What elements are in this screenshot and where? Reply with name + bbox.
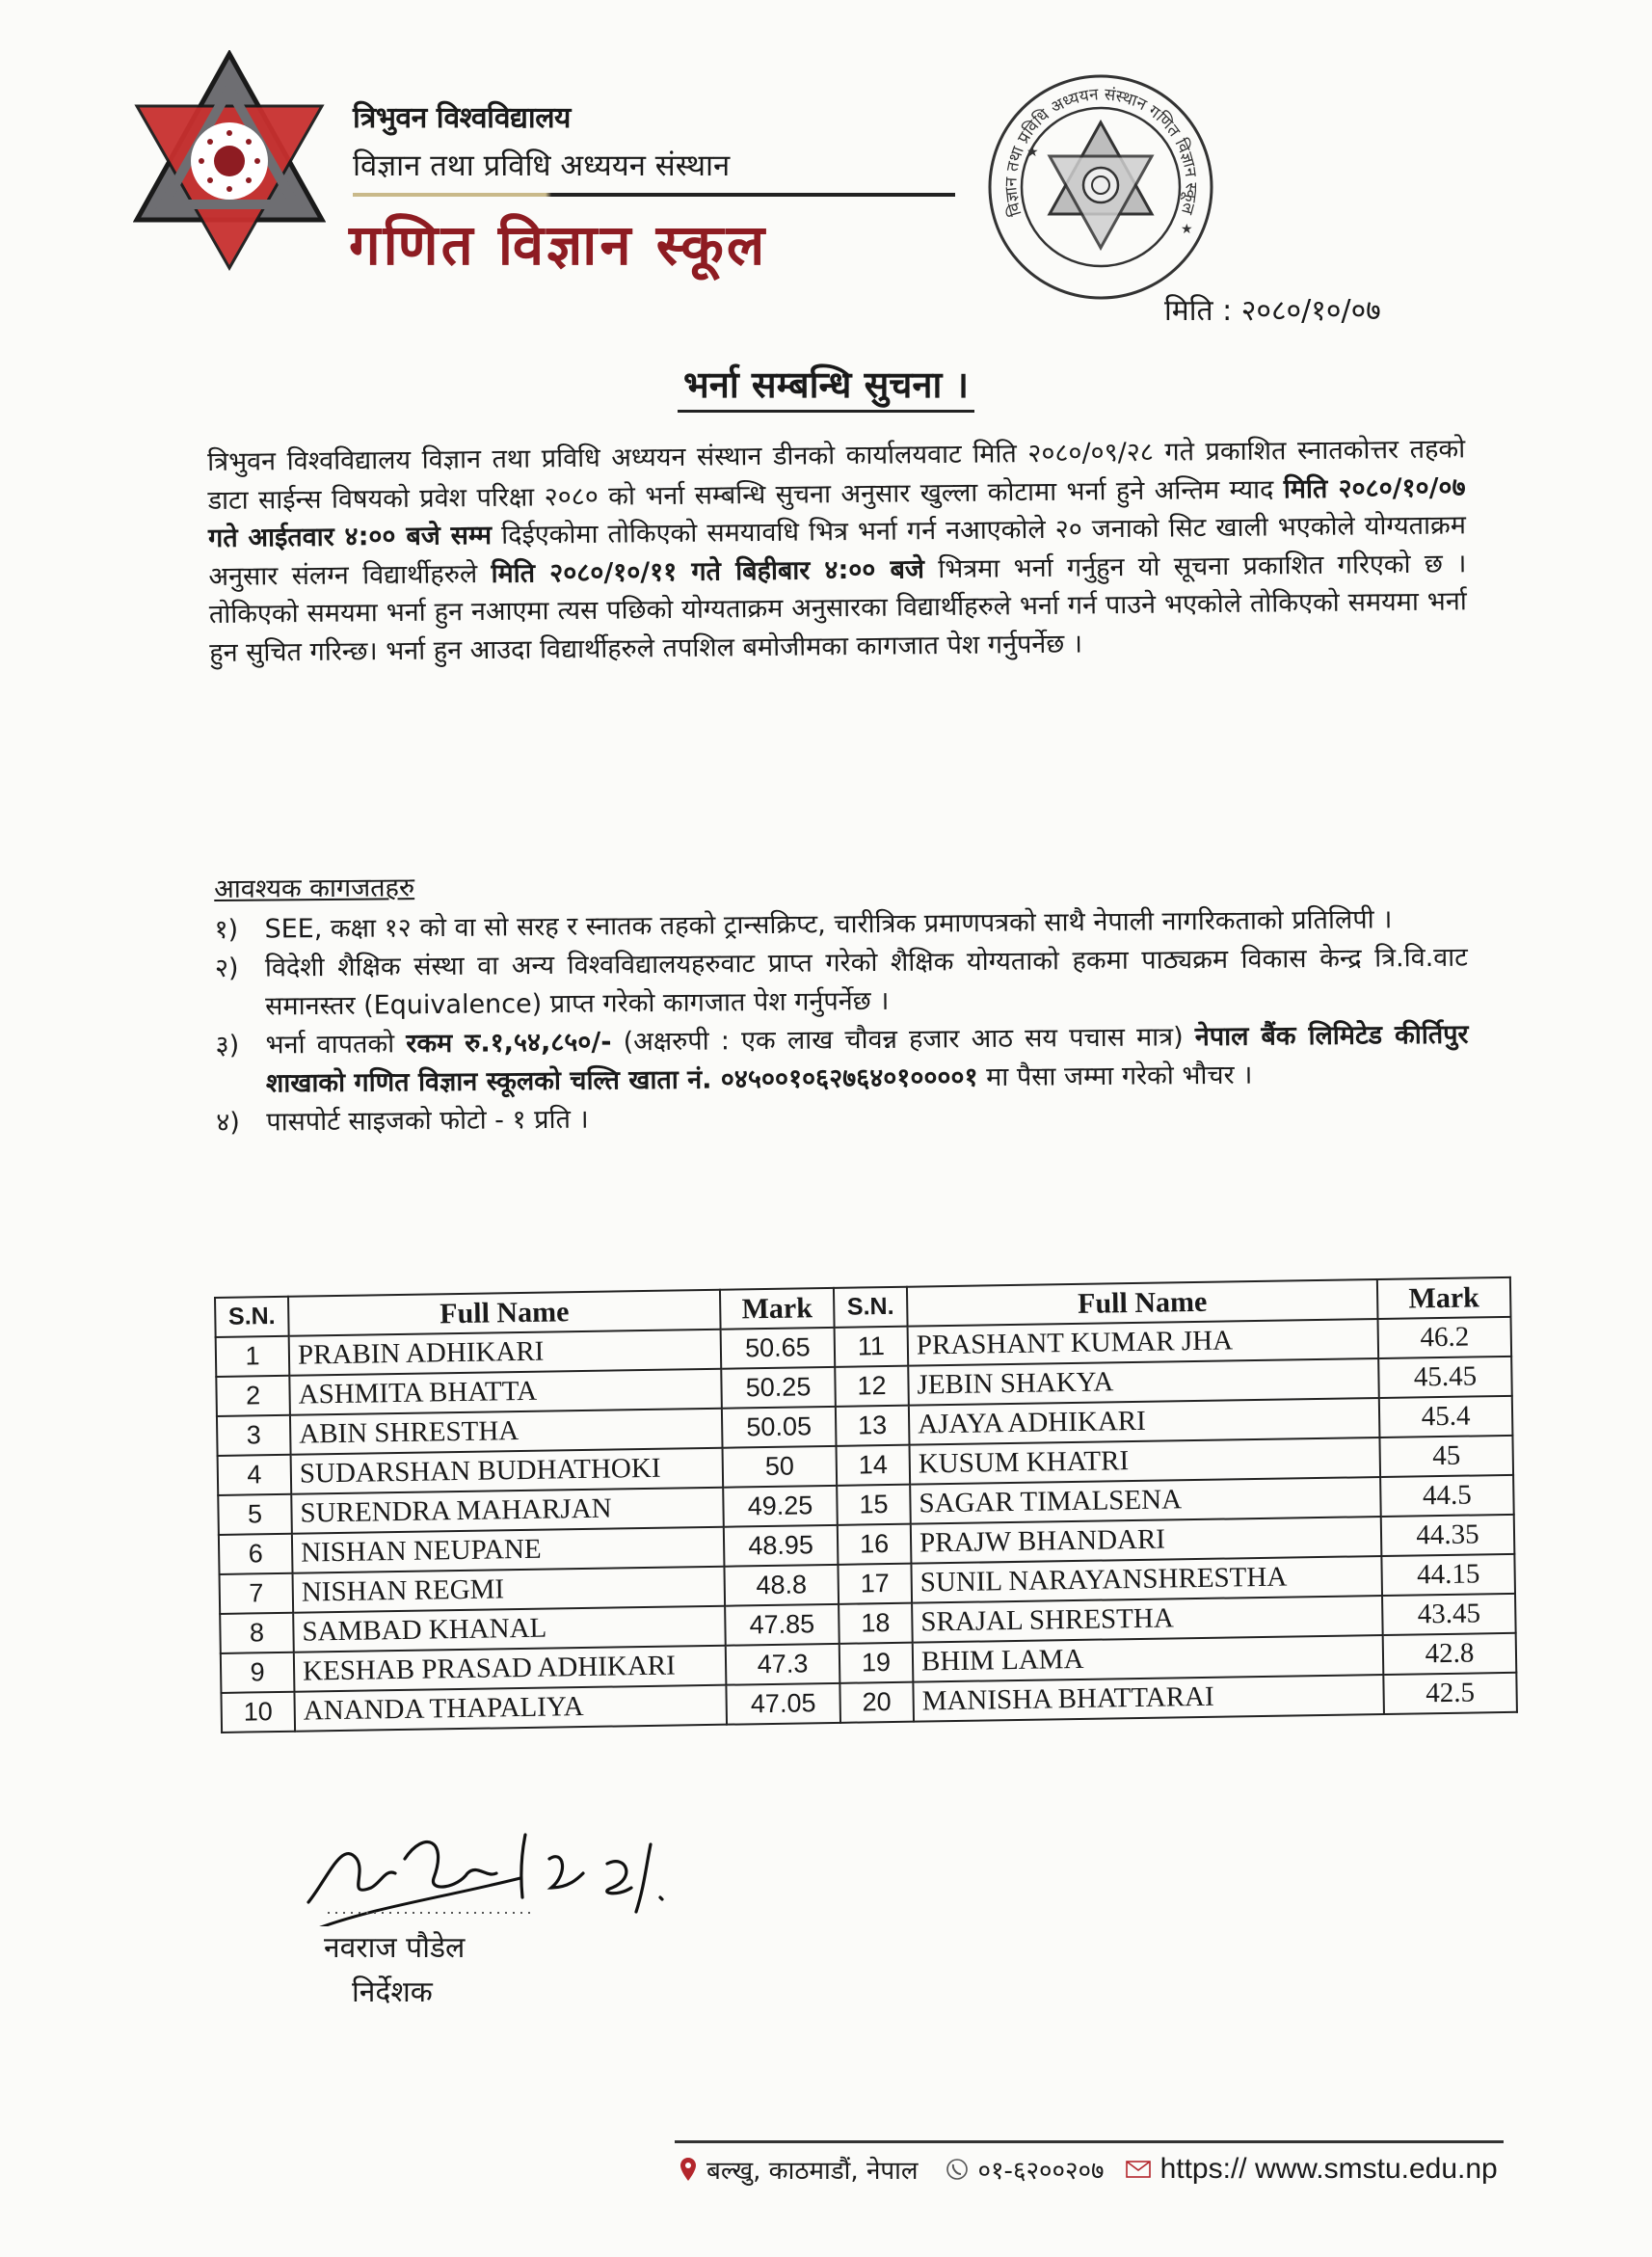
cell-full-name: ANANDA THAPALIYA: [294, 1685, 727, 1732]
item-number: ३): [215, 1030, 240, 1061]
cell-full-name: KUSUM KHATRI: [910, 1437, 1381, 1485]
signatory-role: निर्देशक: [352, 1975, 433, 2009]
cell-sn: 10: [221, 1692, 295, 1733]
fee-amount: रकम रु.१,५४,८५०/-: [406, 1027, 612, 1060]
header-mark: Mark: [720, 1288, 835, 1330]
paragraph-text-3: भित्रमा भर्ना गर्नुहुन यो सूचना प्रकाशित गरिएको छ । तोकिएको समयमा भर्ना हुन नआएमा त्यस पछिको योग्यताक्रम अनुसारका विद्यार्थीहरुले भर्ना गर्न पाउने भएकोले तोकिएको समयमा भर्ना हुन सुचित गरिन्छ। भर्ना हुन आउदा विद्यार्थीहरुले तपशिल बमोजीमका कागजात पेश गर्नुपर्नेछ ।: [208, 548, 1467, 668]
bank-account: नेपाल बैंक लिमिटेड कीर्तिपुर शाखाको गणित विज्ञान स्कूलको चल्ति खाता नं. ०४५००१०६२७६४०१००००१: [265, 1019, 1469, 1099]
cell-full-name: SAMBAD KHANAL: [293, 1606, 726, 1652]
svg-text:★: ★: [1181, 222, 1193, 237]
school-name: गणित विज्ञान स्कूल: [349, 212, 768, 278]
cell-mark: 43.45: [1382, 1594, 1516, 1635]
cell-mark: 50: [723, 1446, 838, 1488]
cell-full-name: SUDARSHAN BUDHATHOKI: [291, 1448, 724, 1494]
location-pin-icon: [679, 2157, 697, 2182]
item-number: २): [214, 953, 239, 983]
footer-phone: ०१-६२००२०७: [977, 2157, 1105, 2186]
cell-sn: 15: [837, 1485, 911, 1525]
cell-full-name: SRAJAL SHRESTHA: [912, 1596, 1383, 1643]
cell-sn: 18: [839, 1603, 913, 1644]
institute-name: विज्ञान तथा प्रविधि अध्ययन संस्थान: [353, 148, 731, 183]
footer-website-link[interactable]: https:// www.smstu.edu.np: [1159, 2153, 1498, 2185]
merit-list-table: [214, 1276, 1518, 1733]
document-item: [215, 939, 1469, 1027]
item-text: [265, 1016, 1469, 1104]
signatory-name: नवराज पौडेल: [324, 1931, 466, 1965]
cell-sn: 14: [837, 1445, 911, 1486]
cell-mark: 50.25: [721, 1367, 836, 1409]
footer-address: बल्खु, काठमाडौं, नेपाल: [706, 2157, 919, 2186]
cell-mark: 47.85: [725, 1604, 839, 1646]
deadline-bold: मिति २०८०/१०/०७ गते आईतवार ४:०० बजे सम्म: [207, 471, 1466, 553]
item-text: पासपोर्ट साइजको फोटो - १ प्रति ।: [266, 1104, 589, 1138]
header-sn: S.N.: [215, 1297, 289, 1337]
cell-sn: 19: [839, 1643, 914, 1683]
cell-mark: 48.8: [724, 1565, 839, 1606]
documents-heading: आवश्यक कागजतहरु: [214, 873, 415, 904]
cell-mark: 42.8: [1383, 1633, 1517, 1675]
item-text: विदेशी शैक्षिक संस्था वा अन्य विश्वविद्यालयहरुवाट प्राप्त गरेको शैक्षिक योग्यताको हकमा पाठ्यक्रम विकास केन्द्र त्रि.वि.वाट समानस्तर (Equivalence) प्राप्त गरेको कागजात पेश गर्नुपर्नेछ ।: [264, 942, 1468, 1022]
cell-mark: 42.5: [1383, 1673, 1517, 1714]
item-number: ४): [216, 1107, 240, 1138]
item-text: SEE, कक्षा १२ को वा सो सरह र स्नातक तहको ट्रान्सक्रिप्ट, चारीत्रिक प्रमाणपत्रको साथै नेपाली नागरिकताको प्रतिलिपी ।: [264, 904, 1393, 945]
cell-full-name: MANISHA BHATTARAI: [913, 1675, 1384, 1722]
cell-full-name: JEBIN SHAKYA: [908, 1358, 1379, 1406]
cell-sn: 16: [838, 1524, 912, 1565]
mail-icon: [1126, 2160, 1151, 2179]
cell-full-name: ASHMITA BHATTA: [289, 1369, 722, 1415]
required-documents: [214, 860, 1469, 1142]
header-full-name: Full Name: [288, 1290, 721, 1336]
cell-sn: 11: [835, 1327, 909, 1367]
cell-sn: 7: [220, 1573, 294, 1614]
header-divider: [353, 193, 955, 197]
header-sn: S.N.: [834, 1287, 908, 1328]
item-text-b: (अक्षरुपी : एक लाख चौवन्न हजार आठ सय पचास मात्र): [611, 1022, 1195, 1058]
item-text-c: मा पैसा जम्मा गरेको भौचर ।: [977, 1060, 1253, 1093]
cell-sn: 20: [839, 1682, 914, 1723]
cell-full-name: PRASHANT KUMAR JHA: [908, 1319, 1379, 1366]
svg-text:★: ★: [1026, 145, 1039, 160]
cell-sn: 4: [218, 1455, 292, 1495]
item-number: १): [214, 914, 239, 945]
cell-full-name: SURENDRA MAHARJAN: [291, 1488, 724, 1534]
document-item: [215, 1016, 1469, 1104]
footer-divider: [675, 2140, 1504, 2143]
cell-mark: 44.35: [1381, 1515, 1515, 1556]
cell-mark: 49.25: [723, 1486, 838, 1527]
cell-mark: 47.3: [726, 1644, 840, 1685]
cell-sn: 6: [219, 1534, 293, 1574]
header-mark: Mark: [1377, 1277, 1511, 1319]
cell-sn: 9: [221, 1652, 295, 1693]
official-stamp-icon: [983, 69, 1219, 306]
cell-mark: 48.95: [724, 1525, 839, 1567]
notice-date: मिति : २०८०/१०/०७: [1164, 294, 1381, 328]
notice-paragraph: [207, 430, 1467, 672]
cell-mark: 50.05: [722, 1407, 837, 1448]
cell-mark: 50.65: [721, 1328, 836, 1369]
paragraph-text-2: दिईएकोमा तोकिएको समयावधि भित्र भर्ना गर्न नआएकोले २० जनाको सिट खाली भएकोले योग्यताक्रम अनुसार संलग्न विद्यार्थीहरुले: [208, 510, 1467, 592]
cell-full-name: KESHAB PRASAD ADHIKARI: [294, 1646, 727, 1692]
cell-full-name: SUNIL NARAYANSHRESTHA: [911, 1556, 1382, 1603]
paragraph-text-1: त्रिभुवन विश्वविद्यालय विज्ञान तथा प्रविधि अध्ययन संस्थान डीनको कार्यालयवाट मिति २०८०/०९/२८ गते प्रकाशित स्नातकोत्तर तहको डाटा साईन्स विषयको प्रवेश परिक्षा २०८० को भर्ना सम्बन्धि सुचना अनुसार खुल्ला कोटामा भर्ना हुने अन्तिम म्याद: [207, 434, 1466, 516]
cell-mark: 45: [1379, 1436, 1513, 1477]
cell-full-name: BHIM LAMA: [913, 1635, 1384, 1682]
cell-sn: 12: [835, 1366, 909, 1407]
cell-sn: 8: [220, 1613, 294, 1653]
phone-icon: [946, 2158, 969, 2181]
cell-sn: 3: [217, 1415, 291, 1456]
cell-sn: 17: [838, 1564, 912, 1604]
cell-mark: 44.5: [1380, 1475, 1514, 1517]
notice-title-row: [0, 359, 1652, 409]
new-deadline-bold: मिति २०८०/१०/११ गते बिहीबार ४:०० बजे: [491, 553, 925, 589]
cell-mark: 44.15: [1381, 1554, 1515, 1596]
cell-mark: 46.2: [1378, 1317, 1512, 1358]
merit-list-table-wrap: [214, 1276, 1518, 1733]
cell-sn: 1: [216, 1336, 290, 1377]
tu-emblem-icon: [133, 50, 326, 272]
cell-full-name: AJAYA ADHIKARI: [909, 1398, 1380, 1445]
cell-full-name: NISHAN NEUPANE: [292, 1527, 725, 1573]
cell-full-name: NISHAN REGMI: [293, 1567, 726, 1613]
item-text-a: भर्ना वापतको: [265, 1029, 407, 1061]
header-full-name: Full Name: [907, 1279, 1378, 1327]
notice-title: भर्ना सम्बन्धि सुचना ।: [678, 363, 974, 413]
cell-full-name: PRAJW BHANDARI: [911, 1517, 1382, 1564]
cell-full-name: SAGAR TIMALSENA: [910, 1477, 1381, 1524]
cell-full-name: PRABIN ADHIKARI: [289, 1330, 722, 1376]
university-name: त्रिभुवन विश्वविद्यालय: [353, 101, 571, 135]
cell-sn: 2: [216, 1376, 290, 1416]
cell-mark: 45.4: [1379, 1396, 1513, 1437]
handwritten-signature-icon: [289, 1820, 694, 1926]
cell-sn: 5: [218, 1494, 292, 1535]
cell-mark: 45.45: [1378, 1357, 1512, 1398]
footer: [679, 2152, 1498, 2187]
cell-sn: 13: [836, 1406, 910, 1446]
cell-mark: 47.05: [726, 1683, 840, 1725]
stamp-text: विज्ञान तथा प्रविधि अध्ययन संस्थान गणित विज्ञान स्कूल: [1001, 85, 1201, 219]
cell-full-name: ABIN SHRESTHA: [290, 1409, 723, 1455]
